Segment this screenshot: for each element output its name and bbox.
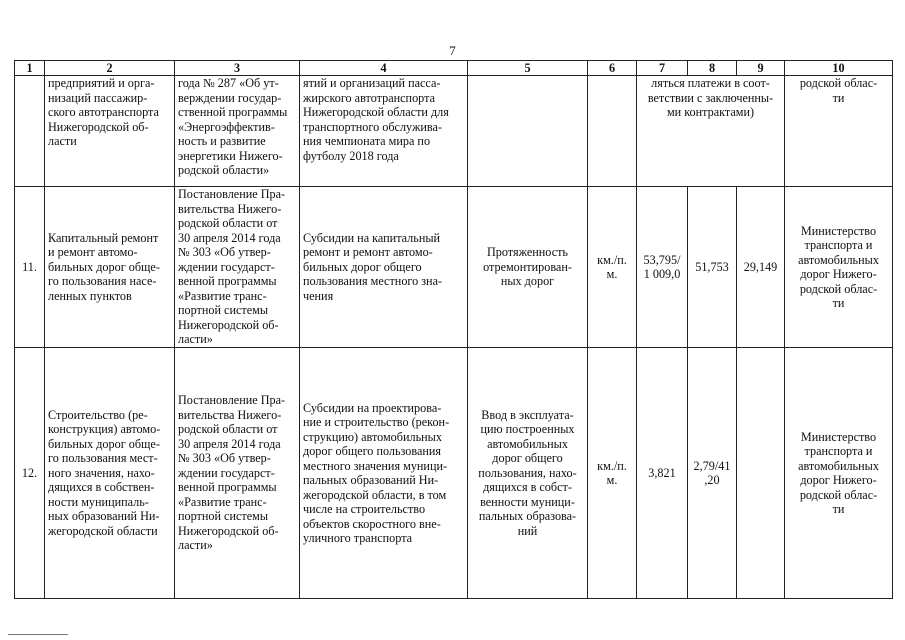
indicator-cell: Протяженность отремонтирован- ных дорог <box>468 187 588 348</box>
content-cell: Субсидии на проектирова- ние и строительство (рекон- струкцию) автомобильных дорог общего пользования местного значения муници- пальных образований Ни- жегородской области, в том числе на строительство объектов скоростного вне- уличного транспорта <box>300 348 468 599</box>
header-col-1: 1 <box>15 61 45 76</box>
page-number: 7 <box>449 43 456 58</box>
value-col-9: 29,149 <box>737 187 785 348</box>
value-col-9 <box>737 348 785 599</box>
value-col-7: 3,821 <box>637 348 688 599</box>
header-col-8: 8 <box>688 61 737 76</box>
measure-cell: предприятий и орга- низаций пассажир- ского автотранспорта Нижегородской об- ласти <box>45 76 175 187</box>
header-col-4: 4 <box>300 61 468 76</box>
row-number: 11. <box>15 187 45 348</box>
measures-table <box>14 60 893 599</box>
measure-cell: Строительство (ре- конструкция) автомо- бильных дорог обще- го пользования мест- ного значения, нахо- дящихся в собствен- ности муниципаль- ных образований Ни- жегородской области <box>45 348 175 599</box>
indicator-cell: Ввод в эксплуата- цию построенных автомобильных дорог общего пользования, нахо- дящихся в собст- венности муници- пальных образова- ний <box>468 348 588 599</box>
value-col-8: 2,79/41 ,20 <box>688 348 737 599</box>
unit-cell: км./п. м. <box>588 187 637 348</box>
header-row <box>15 61 893 76</box>
header-col-7: 7 <box>637 61 688 76</box>
table-row <box>15 187 893 348</box>
value-col-7: 53,795/ 1 009,0 <box>637 187 688 348</box>
basis-cell: года № 287 «Об ут- верждении государ- ственной программы «Энергоэффектив- ность и развитие энергетики Нижего- родской области» <box>175 76 300 187</box>
page-bottom-mark <box>8 634 68 635</box>
unit-cell: км./п. м. <box>588 348 637 599</box>
payment-note-cell: ляться платежи в соот- ветствии с заключенны- ми контрактами) <box>637 76 785 187</box>
header-col-2: 2 <box>45 61 175 76</box>
row-number: 12. <box>15 348 45 599</box>
header-col-5: 5 <box>468 61 588 76</box>
header-col-6: 6 <box>588 61 637 76</box>
header-col-10: 10 <box>785 61 893 76</box>
value-col-8: 51,753 <box>688 187 737 348</box>
basis-cell: Постановление Пра- вительства Нижего- родской области от 30 апреля 2014 года № 303 «Об утвер- ждении государст- венной программы «Развитие транс- портной системы Нижегородской об- ласти» <box>175 348 300 599</box>
header-col-3: 3 <box>175 61 300 76</box>
indicator-cell <box>468 76 588 187</box>
table-row <box>15 76 893 187</box>
executor-cell: Министерство транспорта и автомобильных дорог Нижего- родской облас- ти <box>785 187 893 348</box>
executor-cell: Министерство транспорта и автомобильных дорог Нижего- родской облас- ти <box>785 348 893 599</box>
content-cell: ятий и организаций пасса- жирского автотранспорта Нижегородской области для транспортного обслужива- ния чемпионата мира по футболу 2018 года <box>300 76 468 187</box>
content-cell: Субсидии на капитальный ремонт и ремонт автомо- бильных дорог общего пользования местного зна- чения <box>300 187 468 348</box>
table-row <box>15 348 893 599</box>
executor-cell: родской облас- ти <box>785 76 893 187</box>
row-number <box>15 76 45 187</box>
header-col-9: 9 <box>737 61 785 76</box>
basis-cell: Постановление Пра- вительства Нижего- родской области от 30 апреля 2014 года № 303 «Об утвер- ждении государст- венной программы «Развитие транс- портной системы Нижегородской об- ласти» <box>175 187 300 348</box>
measure-cell: Капитальный ремонт и ремонт автомо- бильных дорог обще- го пользования насе- ленных пунктов <box>45 187 175 348</box>
unit-cell <box>588 76 637 187</box>
